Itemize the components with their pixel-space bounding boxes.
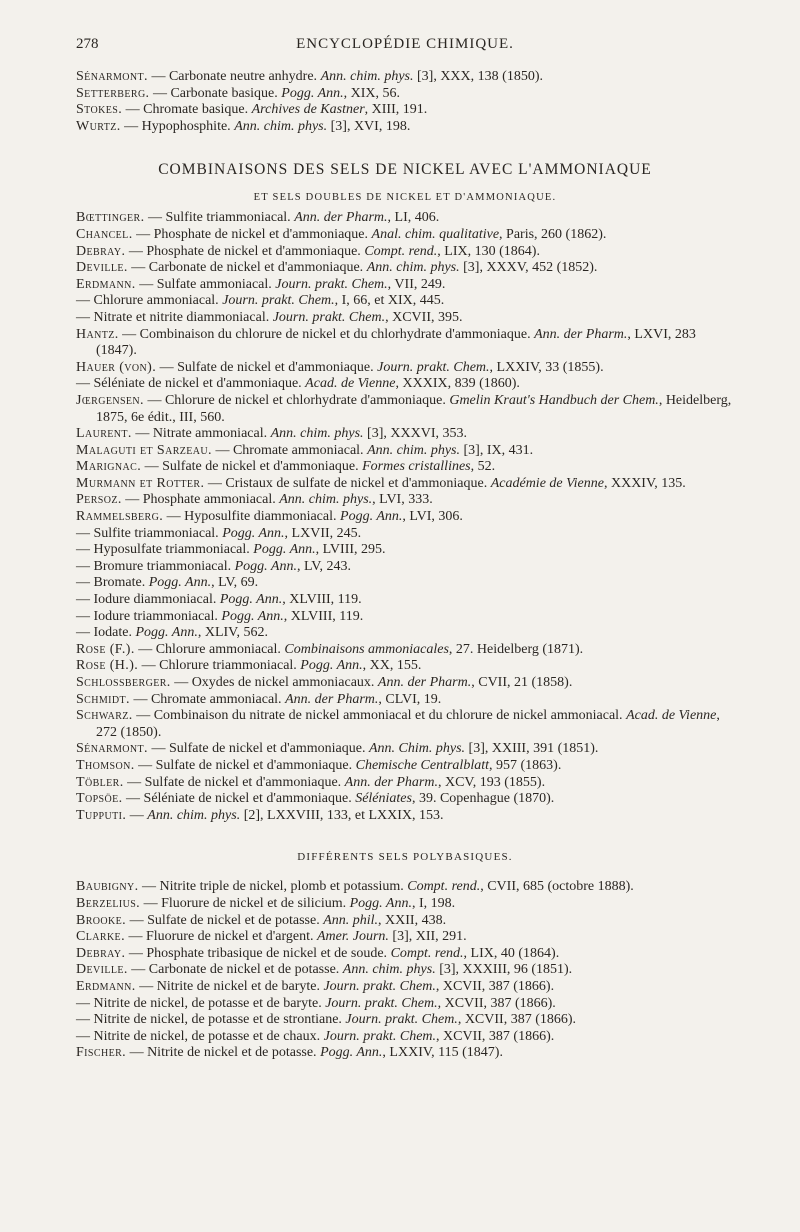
author-name: Persoz.	[76, 492, 122, 508]
entry-description: Nitrite de nickel, de potasse et de strontiane.	[93, 1012, 346, 1028]
running-header	[76, 28, 734, 52]
entry-separator: —	[140, 895, 162, 911]
intro-entries	[76, 69, 734, 135]
bibliography-entry	[76, 509, 734, 526]
bibliography-entry	[76, 609, 734, 626]
journal-reference: Chemische Centralblatt	[355, 757, 489, 773]
journal-reference: Pogg. Ann.	[300, 658, 363, 674]
reference-details: , XX, 155.	[362, 658, 422, 674]
reference-details: [3], XVI, 198.	[327, 118, 411, 134]
section-title: COMBINAISONS DES SELS DE NICKEL AVEC L'AMMONIAQUE	[158, 161, 652, 179]
journal-reference: Combinaisons ammoniacales	[284, 641, 449, 657]
reference-details: [3], XXIII, 391 (1851).	[465, 741, 599, 757]
journal-reference: Pogg. Ann.	[349, 895, 412, 911]
entry-description: Chlorure de nickel et chlorhydrate d'ammoniaque.	[164, 392, 450, 408]
bibliography-entry	[76, 260, 734, 277]
author-name: Brooke.	[76, 912, 127, 928]
bibliography-entry	[76, 277, 734, 294]
entry-separator: —	[147, 69, 169, 84]
author-name: Rose (F.).	[76, 641, 135, 657]
entry-separator: —	[135, 978, 157, 994]
entry-separator: —	[118, 326, 140, 342]
reference-details: [3], XXXVI, 353.	[363, 426, 467, 442]
entry-description: Hyposulfate triammoniacal.	[93, 542, 254, 558]
reference-details: , XCVII, 387 (1866).	[435, 978, 555, 994]
journal-reference: Journ. prakt. Chem.	[323, 978, 436, 994]
entry-description: Chromate ammoniacal.	[232, 442, 368, 458]
entry-description: Hypophosphite.	[141, 118, 235, 134]
entry-description: Nitrite de nickel, de potasse et de chaux.	[93, 1028, 324, 1044]
entry-separator: —	[76, 1028, 94, 1044]
journal-reference: Gmelin Kraut's Handbuch der Chem.	[449, 392, 659, 408]
bibliography-entry	[76, 979, 734, 996]
author-name: Berzelius.	[76, 895, 141, 911]
journal-reference: Pogg. Ann.	[222, 525, 285, 541]
entry-description: Nitrite de nickel et de baryte.	[156, 978, 324, 994]
journal-reference: Journ. prakt. Chem.	[377, 359, 490, 375]
entry-description: Sulfite triammoniacal.	[93, 525, 223, 541]
bibliography-entry	[76, 946, 734, 963]
entry-description: Phosphate tribasique de nickel et de soude.	[146, 945, 391, 961]
entry-description: Chromate basique.	[143, 102, 252, 118]
entry-description: Bromate.	[93, 575, 149, 591]
journal-reference: Archives de Kastner	[251, 102, 365, 118]
entry-description: Sulfate de nickel et de potasse.	[147, 912, 324, 928]
entry-separator: —	[76, 592, 94, 608]
journal-reference: Ann. phil.	[323, 912, 379, 928]
entry-description: Bromure triammoniacal.	[93, 558, 235, 574]
entry-separator: —	[129, 691, 151, 707]
journal-reference: Pogg. Ann.	[281, 85, 344, 101]
journal-reference: Ann. der Pharm.	[285, 691, 379, 707]
entry-description: Séléniate de nickel et d'ammoniaque.	[93, 376, 306, 392]
author-name: Deville.	[76, 962, 128, 978]
author-name: Marignac.	[76, 459, 142, 475]
running-title: ENCYCLOPÉDIE CHIMIQUE.	[296, 36, 514, 52]
entry-separator: —	[132, 226, 154, 242]
reference-details: , XLVIII, 119.	[282, 592, 362, 608]
entry-description: Chlorure ammoniacal.	[93, 293, 223, 309]
entry-description: Carbonate neutre anhydre.	[168, 69, 321, 84]
reference-details: , XXXIX, 839 (1860).	[395, 376, 520, 392]
bibliography-entry	[76, 443, 734, 460]
reference-details: [3], XXX, 138 (1850).	[413, 69, 543, 84]
reference-details: , LXXIV, 33 (1855).	[489, 359, 604, 375]
reference-details: [3], XII, 291.	[388, 929, 467, 945]
author-name: Setterberg.	[76, 85, 150, 101]
entry-description: Carbonate de nickel et de potasse.	[148, 962, 343, 978]
bibliography-entry	[76, 327, 734, 360]
bibliography-entry	[76, 692, 734, 709]
bibliography-entry	[76, 393, 734, 426]
entry-separator: —	[76, 558, 94, 574]
journal-reference: Académie de Vienne	[490, 475, 604, 491]
journal-reference: Pogg. Ann.	[253, 542, 316, 558]
entry-separator: —	[156, 359, 178, 375]
author-name: Jœrgensen.	[76, 392, 144, 408]
entry-separator: —	[204, 475, 226, 491]
bibliography-entry	[76, 642, 734, 659]
reference-details: , LXXIV, 115 (1847).	[382, 1045, 503, 1061]
entry-description: Chlorure triammoniacal.	[159, 658, 301, 674]
entry-description: Sulfite triammoniacal.	[165, 210, 295, 226]
journal-reference: Ann. chim. phys.	[234, 118, 328, 134]
entry-description: Sulfate de nickel et d'ammoniaque.	[168, 741, 369, 757]
entry-description: Combinaison du nitrate de nickel ammoniacal et du chlorure de nickel ammoniacal.	[153, 708, 627, 724]
entry-separator: —	[149, 85, 171, 101]
entry-description: Nitrite de nickel et de potasse.	[147, 1045, 321, 1061]
bibliography-entry	[76, 102, 734, 119]
bibliography-entry	[76, 293, 734, 310]
reference-details: [3], IX, 431.	[460, 442, 534, 458]
entry-description: Nitrite triple de nickel, plomb et potassium.	[159, 879, 408, 895]
journal-reference: Ann. Chim. phys.	[368, 741, 466, 757]
journal-reference: Pogg. Ann.	[148, 575, 212, 591]
entry-separator: —	[132, 708, 154, 724]
entry-separator: —	[125, 243, 147, 259]
journal-reference: Compt. rend.	[407, 879, 481, 895]
entry-description: Fluorure de nickel et d'argent.	[145, 929, 317, 945]
entry-separator: —	[76, 575, 94, 591]
author-name: Fischer.	[76, 1045, 127, 1061]
author-name: Sénarmont.	[76, 69, 148, 84]
reference-details: , XIX, 56.	[343, 85, 401, 101]
entry-separator: —	[126, 1045, 148, 1061]
entry-separator: —	[138, 879, 160, 895]
journal-reference: Compt. rend.	[390, 945, 464, 961]
journal-reference: Formes cristallines	[362, 459, 471, 475]
author-name: Bœttinger.	[76, 210, 145, 226]
reference-details: , XCVII, 395.	[385, 309, 463, 325]
bibliography-entry	[76, 360, 734, 377]
bibliography-entry	[76, 69, 734, 86]
journal-reference: Journ. prakt. Chem.	[325, 995, 438, 1011]
entry-separator: —	[121, 492, 143, 508]
journal-reference: Journ. prakt. Chem.	[323, 1028, 437, 1044]
reference-details: , CVII, 685 (octobre 1888).	[480, 879, 634, 895]
entry-separator: —	[134, 757, 156, 773]
reference-details: , CVII, 21 (1858).	[471, 675, 573, 690]
reference-details: , LXVI, 283 (1847).	[96, 326, 696, 359]
reference-details: , I, 66, et XIX, 445.	[334, 293, 445, 309]
reference-details: , CLVI, 19.	[378, 691, 442, 707]
entry-description: Fluorure de nickel et de silicium.	[161, 895, 350, 911]
entry-description: Chlorure ammoniacal.	[155, 641, 285, 657]
bibliography-entry	[76, 741, 734, 758]
entry-description: Phosphate de nickel et d'ammoniaque.	[153, 226, 372, 242]
entry-separator: —	[126, 912, 148, 928]
entry-description: Iodure triammoniacal.	[93, 608, 222, 624]
entry-separator: —	[211, 442, 233, 458]
bibliography-entry	[76, 658, 734, 675]
entry-separator: —	[126, 807, 148, 823]
reference-details: , XXXIV, 135.	[603, 475, 686, 491]
entry-separator: —	[124, 929, 146, 945]
journal-reference: Ann. chim. phys.	[342, 962, 436, 978]
entry-description: Iodate.	[93, 625, 136, 641]
entry-separator: —	[76, 542, 94, 558]
author-name: Sénarmont.	[76, 741, 148, 757]
bibliography-entry	[76, 244, 734, 261]
entry-description: Oxydes de nickel ammoniacaux.	[191, 675, 378, 690]
journal-reference: Pogg. Ann.	[135, 625, 198, 641]
journal-reference: Pogg. Ann.	[234, 558, 297, 574]
journal-reference: Ann. chim. phys.	[279, 492, 373, 508]
reference-details: , Paris, 260 (1862).	[499, 226, 607, 242]
entry-separator: —	[135, 276, 157, 292]
author-name: Wurtz.	[76, 118, 121, 134]
bibliography-entry	[76, 879, 734, 896]
page-number: 278	[76, 36, 99, 52]
entry-description: Sulfate de nickel et d'ammoniaque.	[155, 757, 356, 773]
journal-reference: Ann. chim. phys.	[367, 442, 460, 458]
journal-reference: Pogg. Ann.	[320, 1045, 383, 1061]
journal-reference: Journ. prakt. Chem.	[272, 309, 386, 325]
reference-details: , XLIV, 562.	[197, 625, 268, 641]
bibliography-entry	[76, 592, 734, 609]
reference-details: , LIX, 40 (1864).	[463, 945, 560, 961]
reference-details: , 957 (1863).	[489, 757, 562, 773]
reference-details: [2], LXXVIII, 133, et LXXIX, 153.	[240, 807, 444, 823]
reference-details: , LI, 406.	[387, 210, 440, 226]
author-name: Clarke.	[76, 929, 125, 945]
entry-separator: —	[127, 260, 149, 276]
bibliography-entry	[76, 376, 734, 393]
bibliography-entry	[76, 1045, 734, 1062]
reference-details: , LV, 69.	[211, 575, 259, 591]
bibliography-entry	[76, 492, 734, 509]
journal-reference: Ann. chim. phys.	[270, 426, 364, 442]
journal-reference: Amer. Journ.	[316, 929, 389, 945]
journal-reference: Ann. der Pharm.	[294, 210, 388, 226]
reference-details: , LVI, 306.	[402, 509, 463, 525]
reference-details: [3], XXXIII, 96 (1851).	[435, 962, 573, 978]
author-name: Debray.	[76, 945, 126, 961]
bibliography-entry	[76, 775, 734, 792]
entry-description: Hyposulfite diammoniacal.	[184, 509, 341, 525]
reference-details: , Heidelberg, 1875, 6e édit., III, 560.	[96, 392, 732, 425]
journal-reference: Journ. prakt. Chem.	[222, 293, 335, 309]
journal-reference: Pogg. Ann.	[219, 592, 283, 608]
bibliography-entry	[76, 929, 734, 946]
reference-details: , XCVII, 387 (1866).	[436, 1028, 555, 1044]
bibliography-entry	[76, 426, 734, 443]
entry-separator: —	[127, 962, 149, 978]
bibliography-entry	[76, 210, 734, 227]
entry-separator: —	[163, 509, 185, 525]
reference-details: , XCVII, 387 (1866).	[437, 995, 556, 1011]
entry-description: Sulfate de nickel et d'ammoniaque.	[177, 359, 378, 375]
journal-reference: Ann. chim. phys.	[147, 807, 241, 823]
entry-separator: —	[138, 658, 160, 674]
journal-reference: Ann. chim. phys.	[366, 260, 460, 276]
author-name: Schlossberger.	[76, 675, 171, 690]
author-name: Schmidt.	[76, 691, 130, 707]
reference-details: , XIII, 191.	[364, 102, 428, 118]
entry-separator: —	[143, 392, 165, 408]
entry-description: Chromate ammoniacal.	[150, 691, 286, 707]
bibliography-entry	[76, 86, 734, 103]
reference-details: , LVIII, 295.	[315, 542, 386, 558]
entry-description: Sulfate de nickel et d'ammoniaque.	[144, 774, 345, 790]
reference-details: , XCV, 193 (1855).	[437, 774, 546, 790]
bibliography-entry	[76, 791, 734, 808]
section-2-entries	[76, 879, 734, 1062]
entry-separator: —	[141, 459, 163, 475]
author-name: Schwarz.	[76, 708, 133, 724]
author-name: Topsöe.	[76, 791, 123, 807]
bibliography-entry	[76, 459, 734, 476]
entry-description: Nitrate ammoniacal.	[152, 426, 271, 442]
entry-separator: —	[131, 426, 153, 442]
author-name: Deville.	[76, 260, 128, 276]
bibliography-entry	[76, 476, 734, 493]
reference-details: , XCVII, 387 (1866).	[457, 1012, 577, 1028]
journal-reference: Anal. chim. qualitative	[371, 226, 500, 242]
bibliography-entry	[76, 962, 734, 979]
journal-reference: Ann. der Pharm.	[344, 774, 438, 790]
reference-details: , LXVII, 245.	[284, 525, 362, 541]
entry-separator: —	[144, 210, 166, 226]
reference-details: , I, 198.	[411, 895, 456, 911]
entry-separator: —	[147, 741, 169, 757]
entry-separator: —	[76, 309, 94, 325]
bibliography-entry	[76, 559, 734, 576]
author-name: Rose (H.).	[76, 658, 139, 674]
author-name: Hauer (von).	[76, 359, 157, 375]
journal-reference: Pogg. Ann.	[340, 509, 403, 525]
bibliography-entry	[76, 996, 734, 1013]
author-name: Töbler.	[76, 774, 124, 790]
journal-reference: Ann. der Pharm.	[377, 675, 472, 690]
entry-separator: —	[125, 945, 147, 961]
entry-description: Combinaison du chlorure de nickel et du chlorhydrate d'ammoniaque.	[139, 326, 535, 342]
entry-description: Phosphate ammoniacal.	[142, 492, 280, 508]
bibliography-entry	[76, 625, 734, 642]
bibliography-entry	[76, 310, 734, 327]
entry-separator: —	[122, 791, 144, 807]
journal-reference: Acad. de Vienne	[305, 376, 396, 392]
author-name: Rammelsberg.	[76, 509, 164, 525]
entry-separator: —	[76, 376, 94, 392]
bibliography-entry	[76, 808, 734, 825]
author-name: Stokes.	[76, 102, 123, 118]
entry-separator: —	[120, 118, 142, 134]
author-name: Baubigny.	[76, 879, 139, 895]
journal-reference: Ann. der Pharm.	[534, 326, 628, 342]
entry-description: Carbonate de nickel et d'ammoniaque.	[148, 260, 367, 276]
author-name: Hantz.	[76, 326, 119, 342]
reference-details: , 39. Copenhague (1870).	[411, 791, 555, 807]
bibliography-entry	[76, 526, 734, 543]
entry-separator: —	[123, 774, 145, 790]
reference-details: , VII, 249.	[387, 276, 446, 292]
author-name: Erdmann.	[76, 978, 136, 994]
entry-description: Séléniate de nickel et d'ammoniaque.	[143, 791, 356, 807]
bibliography-entry	[76, 119, 734, 136]
bibliography-entry	[76, 1012, 734, 1029]
entry-description: Cristaux de sulfate de nickel et d'ammoniaque.	[225, 475, 491, 491]
reference-details: , XXII, 438.	[378, 912, 447, 928]
bibliography-entry	[76, 913, 734, 930]
entry-separator: —	[76, 1012, 94, 1028]
bibliography-entry	[76, 758, 734, 775]
author-name: Thomson.	[76, 757, 135, 773]
author-name: Murmann et Rotter.	[76, 475, 205, 491]
journal-reference: Journ. prakt. Chem.	[275, 276, 388, 292]
author-name: Debray.	[76, 243, 126, 259]
section-title-polybasic: DIFFÉRENTS SELS POLYBASIQUES.	[297, 851, 513, 864]
entry-description: Nitrite de nickel, de potasse et de baryte.	[93, 995, 326, 1011]
entry-description: Sulfate ammoniacal.	[156, 276, 276, 292]
entry-separator: —	[76, 525, 94, 541]
journal-reference: Séléniates	[355, 791, 412, 807]
entry-separator: —	[170, 675, 192, 690]
reference-details: , LIX, 130 (1864).	[437, 243, 540, 259]
author-name: Malaguti et Sarzeau.	[76, 442, 212, 458]
author-name: Chancel.	[76, 226, 133, 242]
entry-description: Iodure diammoniacal.	[93, 592, 220, 608]
reference-details: , 27. Heidelberg (1871).	[448, 641, 584, 657]
entry-separator: —	[76, 293, 94, 309]
entry-separator: —	[122, 102, 144, 118]
author-name: Tupputi.	[76, 807, 127, 823]
reference-details: , 52.	[470, 459, 496, 475]
bibliography-entry	[76, 227, 734, 244]
entry-separator: —	[76, 608, 94, 624]
reference-details: , XLVIII, 119.	[283, 608, 364, 624]
author-name: Laurent.	[76, 426, 132, 442]
entry-separator: —	[76, 995, 94, 1011]
entry-description: Sulfate de nickel et d'ammoniaque.	[162, 459, 363, 475]
reference-details: , LV, 243.	[296, 558, 352, 574]
reference-details: , 272 (1850).	[96, 708, 720, 740]
journal-reference: Acad. de Vienne	[626, 708, 717, 724]
journal-reference: Pogg. Ann.	[221, 608, 284, 624]
entry-separator: —	[134, 641, 156, 657]
journal-reference: Compt. rend.	[364, 243, 438, 259]
journal-reference: Journ. prakt. Chem.	[345, 1012, 458, 1028]
author-name: Erdmann.	[76, 276, 136, 292]
reference-details: , LVI, 333.	[372, 492, 433, 508]
entry-description: Phosphate de nickel et d'ammoniaque.	[146, 243, 365, 259]
reference-details: [3], XXXV, 452 (1852).	[459, 260, 598, 276]
bibliography-entry	[76, 542, 734, 559]
entry-description: Nitrate et nitrite diammoniacal.	[93, 309, 273, 325]
entry-separator: —	[76, 625, 94, 641]
bibliography-entry	[76, 1029, 734, 1046]
bibliography-entry	[76, 896, 734, 913]
bibliography-entry	[76, 575, 734, 592]
section-subtitle: ET SELS DOUBLES DE NICKEL ET D'AMMONIAQUE.	[253, 192, 557, 204]
entry-description: Carbonate basique.	[170, 85, 282, 101]
journal-reference: Ann. chim. phys.	[320, 69, 414, 84]
bibliography-entry	[76, 708, 734, 741]
section-1-entries	[76, 210, 734, 824]
bibliography-entry	[76, 675, 734, 692]
